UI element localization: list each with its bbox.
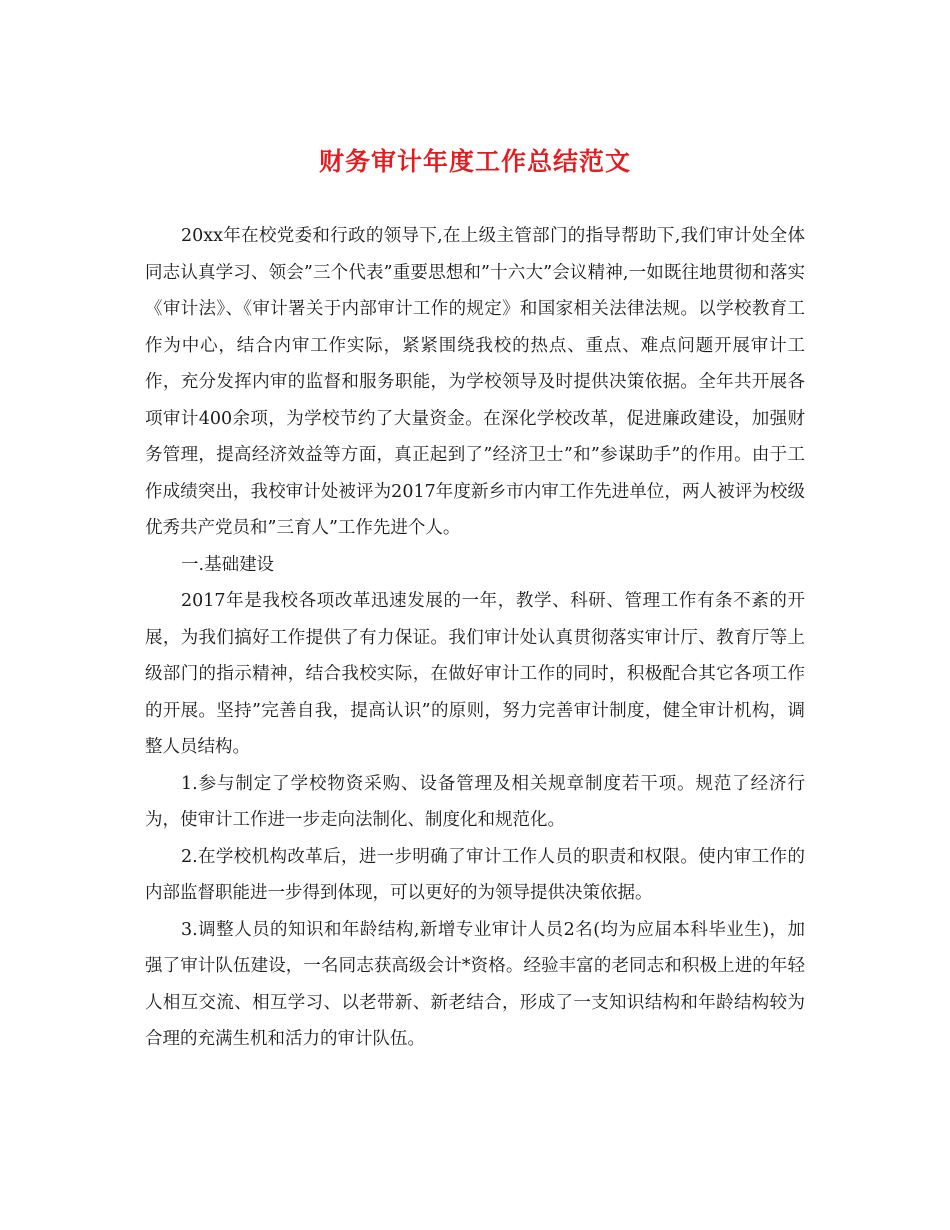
list-item-2: 2.在学校机构改革后，进一步明确了审计工作人员的职责和权限。使内审工作的内部监督职能进一步得到体现，可以更好的为领导提供决策依据。	[145, 846, 805, 903]
section-heading: 一.基础建设	[181, 554, 275, 575]
list-item-1: 1.参与制定了学校物资采购、设备管理及相关规章制度若干项。规范了经济行为，使审计工作进一步走向法制化、制度化和规范化。	[145, 773, 805, 830]
list-item-3: 3.调整人员的知识和年龄结构,新增专业审计人员2名(均为应届本科毕业生)，加强了审计队伍建设，一名同志获高级会计*资格。经验丰富的老同志和积极上进的年轻人相互交流、相互学习、以老带新、新老结合，形成了一支知识结构和年龄结构较为合理的充满生机和活力的审计队伍。	[145, 919, 805, 1049]
paragraph-intro: 20xx年在校党委和行政的领导下,在上级主管部门的指导帮助下,我们审计处全体同志认真学习、领会”三个代表”重要思想和”十六大”会议精神,一如既往地贯彻和落实《审计法》、《审计署关于内部审计工作的规定》和国家相关法律法规。以学校教育工作为中心，结合内审工作实际，紧紧围绕我校的热点、重点、难点问题开展审计工作，充分发挥内审的监督和服务职能，为学校领导及时提供决策依据。全年共开展各项审计400余项，为学校节约了大量资金。在深化学校改革，促进廉政建设，加强财务管理，提高经济效益等方面，真正起到了”经济卫士”和”参谋助手”的作用。由于工作成绩突出，我校审计处被评为2017年度新乡市内审工作先进单位，两人被评为校级优秀共产党员和”三育人”工作先进个人。	[145, 226, 805, 538]
paragraph-section-intro: 2017年是我校各项改革迅速发展的一年，教学、科研、管理工作有条不紊的开展，为我们搞好工作提供了有力保证。我们审计处认真贯彻落实审计厅、教育厅等上级部门的指示精神，结合我校实际，在做好审计工作的同时，积极配合其它各项工作的开展。坚持”完善自我，提高认识”的原则，努力完善审计制度，健全审计机构，调整人员结构。	[145, 591, 805, 757]
document-body	[145, 218, 805, 1058]
document-title: 财务审计年度工作总结范文	[318, 147, 631, 176]
